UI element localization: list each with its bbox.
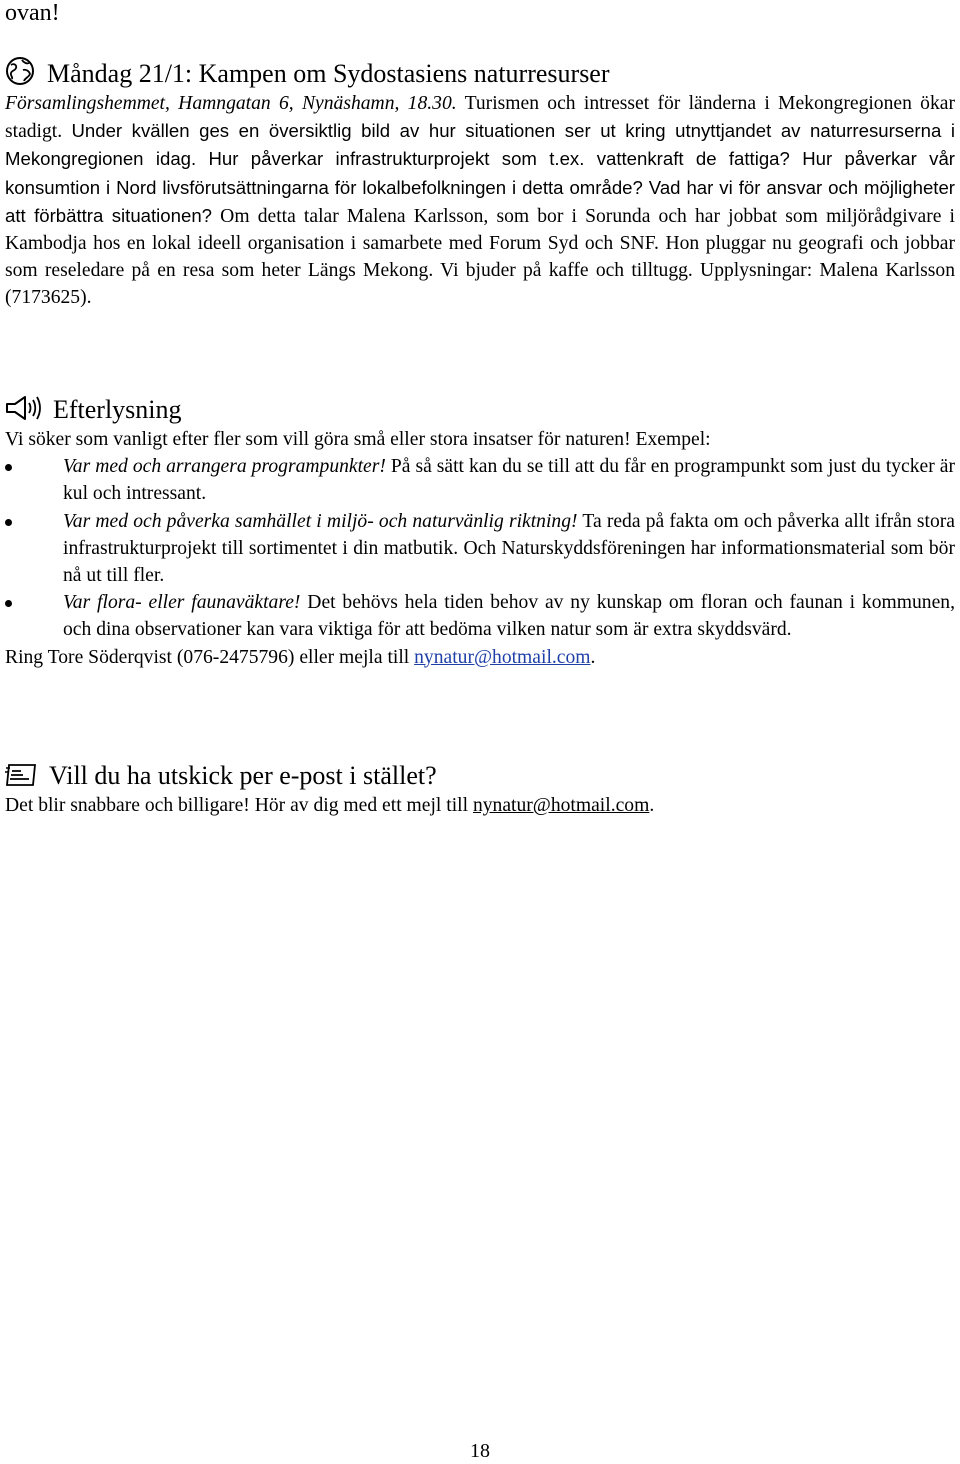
section-title: Efterlysning	[53, 395, 182, 424]
list-item-text: Det behövs hela tiden behov av ny kunskap om floran och faunan i kommunen, och dina observationer kan vara viktiga för att bedöma vilken natur som är extra skyddsvärd.	[63, 592, 955, 641]
globe-icon	[5, 56, 35, 94]
section-body-efterlysning	[5, 426, 955, 671]
newsletter-text: Det blir snabbare och billigare! Hör av dig med ett mejl till	[5, 795, 473, 816]
letter-icon	[5, 762, 37, 796]
section-heading-mekong	[5, 56, 610, 94]
email-link[interactable]: nynatur@hotmail.com	[472, 795, 650, 816]
newsletter-suffix: .	[649, 795, 655, 816]
contact-text: Ring Tore Söderqvist (076-2475796) eller mejla till	[5, 646, 415, 668]
megaphone-icon	[5, 394, 41, 430]
contact-suffix: .	[590, 646, 596, 668]
list-item-emphasis: Var med och påverka samhället i miljö- och naturvänlig riktning!	[63, 510, 578, 532]
volunteer-list	[5, 453, 955, 643]
list-item-text: Ta reda på fakta om och påverka allt ifrån stora infrastrukturprojekt till sortimentet i din matbutik. Och Naturskyddsföreningen har informationsmaterial som bör nå ut till fler.	[63, 510, 956, 587]
bullet-icon	[5, 519, 12, 526]
list-item-emphasis: Var med och arrangera programpunkter!	[63, 456, 386, 478]
contact-line	[5, 644, 955, 671]
intro-text: Vi söker som vanligt efter fler som vill göra små eller stora insatser för naturen! Exempel:	[5, 429, 711, 450]
page-number: 18	[470, 1440, 490, 1462]
speaker-text: Om detta talar Malena Karlsson, som bor i Sorunda och har jobbat som miljörådgivare i Kambodja hos en lokal ideell organisation i samarbete med Forum Syd och SNF. Hon pluggar nu geografi och jobbar som reseledare på en resa som heter Längs Mekong. Vi bjuder på kaffe och tilltugg. Upplysningar: Malena Karlsson (7173625).	[5, 205, 955, 309]
bullet-icon	[5, 600, 12, 607]
list-item	[5, 589, 955, 643]
email-link[interactable]: nynatur@hotmail.com	[414, 646, 591, 668]
section-title: Vill du ha utskick per e-post i stället?	[49, 761, 437, 790]
section-body-eposta	[5, 792, 955, 819]
list-item-text: På så sätt kan du se till att du får en programpunkt som just du tycker är kul och intressant.	[63, 456, 955, 505]
description-text: Under kvällen ges en översiktlig bild av hur situationen ser ut kring utnyttjandet av naturresurserna i Mekongregionen idag. Hur påverkar infrastrukturprojekt som t.ex. vattenkraft de fattiga? Hur påverkar vår konsumtion i Nord livsförutsättningarna för lokalbefolkningen i detta område? Vad har vi för ansvar och möjligheter att förbättra situationen?	[5, 120, 956, 226]
list-item-emphasis: Var flora- eller faunaväktare!	[63, 592, 301, 614]
continued-text-fragment: ovan!	[5, 0, 60, 26]
section-title: Måndag 21/1: Kampen om Sydostasiens naturresurser	[47, 59, 610, 88]
venue-text: Församlingshemmet, Hamngatan 6, Nynäshamn, 18.30.	[5, 93, 457, 114]
list-item	[5, 453, 955, 507]
section-heading-efterlysning	[5, 394, 182, 430]
section-body-mekong	[5, 90, 955, 312]
bullet-icon	[5, 464, 12, 471]
list-item	[5, 508, 955, 590]
intro-text: Turismen och intresset för länderna i Mekongregionen ökar stadigt.	[5, 93, 955, 143]
section-heading-eposta	[5, 760, 437, 796]
